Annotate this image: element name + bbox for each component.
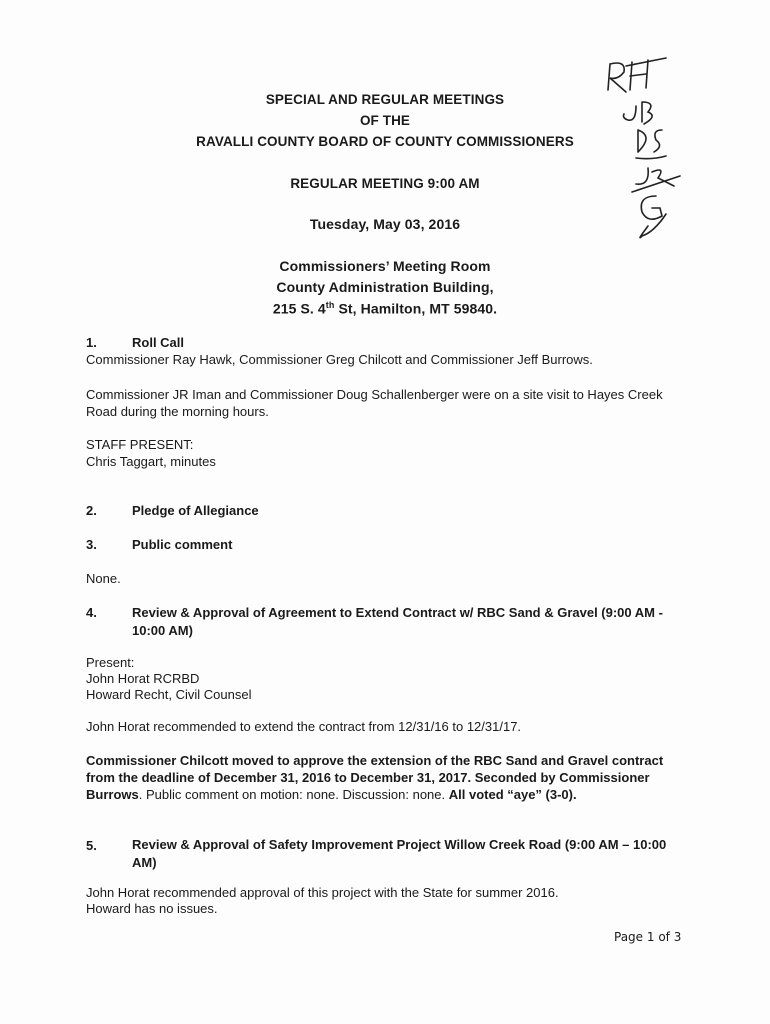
motion-vote: All voted “aye” (3-0). (448, 787, 577, 802)
public-comment-body: None. (86, 571, 121, 586)
handwritten-initials-signature (596, 46, 706, 246)
item-3-title: Public comment (132, 537, 233, 552)
item-2-title: Pledge of Allegiance (132, 503, 259, 518)
item-2-number: 2. (86, 503, 97, 518)
item-4-present-label: Present: (86, 655, 135, 670)
motion-text: Commissioner Chilcott moved to approve the extension of the RBC Sand and Gravel contract from the deadline of December 31, 2016 to December 31, 2017. Seconded by Commissioner Burrows (86, 753, 664, 802)
address-line (0, 300, 770, 317)
item-4-number: 4. (86, 605, 97, 620)
staff-present-label: STAFF PRESENT: (86, 437, 194, 452)
address-pre: 215 S. 4 (272, 300, 326, 317)
item-1-number: 1. (86, 335, 97, 350)
item-5-number: 5. (86, 838, 97, 853)
item-4-present-1: John Horat RCRBD (86, 671, 200, 686)
motion-comment: . Public comment on motion: none. Discussion: none. (138, 787, 449, 802)
item-5-title: Review & Approval of Safety Improvement Project Willow Creek Road (9:00 AM – 10:00 AM) (132, 837, 667, 870)
roll-call-attendees: Commissioner Ray Hawk, Commissioner Greg Chilcott and Commissioner Jeff Burrows. (86, 352, 593, 367)
item-3-number: 3. (86, 537, 97, 552)
location-line-1: Commissioners’ Meeting Room (279, 258, 491, 274)
staff-present-name: Chris Taggart, minutes (86, 454, 216, 469)
item-4-recommendation: John Horat recommended to extend the contract from 12/31/16 to 12/31/17. (86, 719, 522, 734)
item-4-motion (86, 752, 676, 803)
title-line-2: OF THE (359, 113, 411, 128)
meeting-type: REGULAR MEETING 9:00 AM (290, 176, 480, 191)
location-line-2: County Administration Building, (276, 279, 494, 295)
page-number: Page 1 of 3 (614, 930, 682, 944)
item-1-title: Roll Call (132, 335, 185, 350)
item-5-body-2: Howard has no issues. (86, 901, 218, 916)
title-line-3: RAVALLI COUNTY BOARD OF COUNTY COMMISSIONERS (196, 134, 574, 149)
item-4-present-2: Howard Recht, Civil Counsel (86, 687, 252, 702)
meeting-date: Tuesday, May 03, 2016 (309, 216, 461, 232)
title-line-1: SPECIAL AND REGULAR MEETINGS (265, 92, 505, 107)
item-4-title: Review & Approval of Agreement to Extend Contract w/ RBC Sand & Gravel (9:00 AM - 10:00 AM) (132, 605, 663, 638)
address-post: St, Hamilton, MT 59840. (334, 300, 498, 317)
address-sup: th (325, 300, 335, 310)
roll-call-site-visit: Commissioner JR Iman and Commissioner Doug Schallenberger were on a site visit to Hayes Creek Road during the morning hours. (86, 387, 663, 419)
item-5-body-1: John Horat recommended approval of this project with the State for summer 2016. (86, 885, 559, 900)
